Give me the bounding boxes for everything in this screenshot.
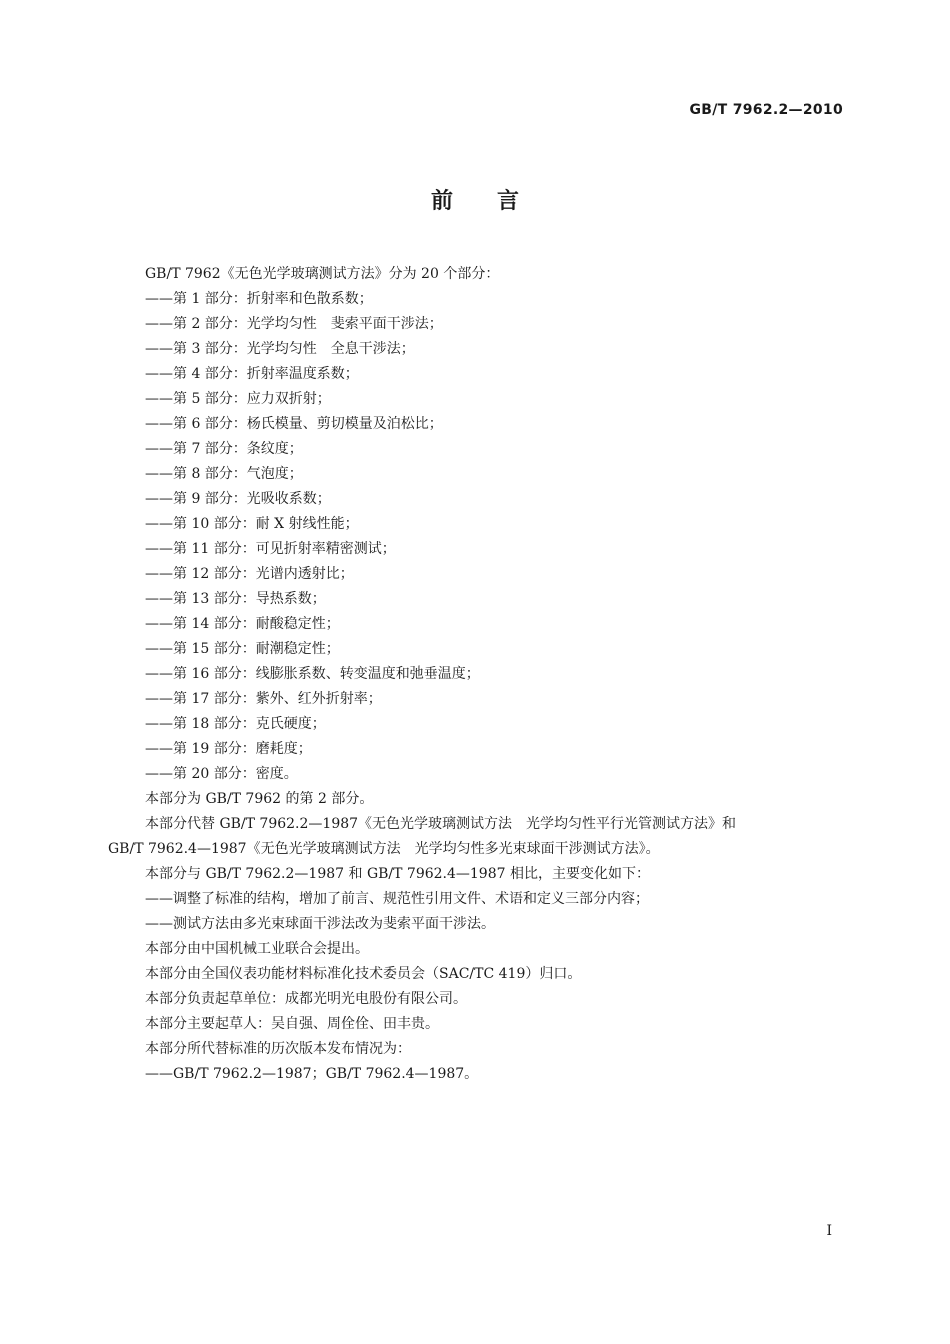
- paragraph-part-statement: 本部分为 GB/T 7962 的第 2 部分。: [145, 791, 374, 807]
- list-item-change-1: ——调整了标准的结构，增加了前言、规范性引用文件、术语和定义三部分内容；: [145, 891, 649, 907]
- list-item-part-18: ——第 18 部分：克氏硬度；: [145, 716, 326, 732]
- paragraph-intro: GB/T 7962《无色光学玻璃测试方法》分为 20 个部分：: [145, 266, 500, 282]
- list-item-part-15: ——第 15 部分：耐潮稳定性；: [145, 641, 340, 657]
- list-item-part-20: ——第 20 部分：密度。: [145, 766, 298, 782]
- list-item-part-6: ——第 6 部分：杨氏模量、剪切模量及泊松比；: [145, 416, 443, 432]
- list-item-history: ——GB/T 7962.2—1987；GB/T 7962.4—1987。: [145, 1066, 479, 1082]
- page-title: 前言: [430, 189, 563, 214]
- paragraph-proposer: 本部分由中国机械工业联合会提出。: [145, 941, 369, 957]
- paragraph-drafters: 本部分主要起草人：吴自强、周佺佺、田丰贵。: [145, 1016, 439, 1032]
- list-item-change-2: ——测试方法由多光束球面干涉法改为斐索平面干涉法。: [145, 916, 495, 932]
- paragraph-replacement-line-2: GB/T 7962.4—1987《无色光学玻璃测试方法 光学均匀性多光束球面干涉测试方法》。: [108, 841, 660, 857]
- paragraph-history-intro: 本部分所代替标准的历次版本发布情况为：: [145, 1041, 411, 1057]
- standard-number: GB/T 7962.2—2010: [689, 102, 843, 118]
- list-item-part-8: ——第 8 部分：气泡度；: [145, 466, 303, 482]
- list-item-part-14: ——第 14 部分：耐酸稳定性；: [145, 616, 340, 632]
- list-item-part-19: ——第 19 部分：磨耗度；: [145, 741, 312, 757]
- list-item-part-12: ——第 12 部分：光谱内透射比；: [145, 566, 354, 582]
- list-item-part-3: ——第 3 部分：光学均匀性 全息干涉法；: [145, 341, 415, 357]
- page-number: I: [826, 1223, 832, 1239]
- paragraph-committee: 本部分由全国仪表功能材料标准化技术委员会（SAC/TC 419）归口。: [145, 966, 582, 982]
- paragraph-changes-intro: 本部分与 GB/T 7962.2—1987 和 GB/T 7962.4—1987 相比，主要变化如下：: [145, 866, 650, 882]
- list-item-part-2: ——第 2 部分：光学均匀性 斐索平面干涉法；: [145, 316, 443, 332]
- list-item-part-11: ——第 11 部分：可见折射率精密测试；: [145, 541, 396, 557]
- list-item-part-7: ——第 7 部分：条纹度；: [145, 441, 303, 457]
- list-item-part-10: ——第 10 部分：耐 X 射线性能；: [145, 516, 359, 532]
- list-item-part-1: ——第 1 部分：折射率和色散系数；: [145, 291, 373, 307]
- list-item-part-9: ——第 9 部分：光吸收系数；: [145, 491, 331, 507]
- foreword-body: [108, 262, 848, 1087]
- list-item-part-13: ——第 13 部分：导热系数；: [145, 591, 326, 607]
- paragraph-drafting-unit: 本部分负责起草单位：成都光明光电股份有限公司。: [145, 991, 467, 1007]
- list-item-part-16: ——第 16 部分：线膨胀系数、转变温度和弛垂温度；: [145, 666, 480, 682]
- list-item-part-17: ——第 17 部分：紫外、红外折射率；: [145, 691, 382, 707]
- list-item-part-5: ——第 5 部分：应力双折射；: [145, 391, 331, 407]
- list-item-part-4: ——第 4 部分：折射率温度系数；: [145, 366, 359, 382]
- paragraph-replacement-line-1: 本部分代替 GB/T 7962.2—1987《无色光学玻璃测试方法 光学均匀性平行光管测试方法》和: [145, 816, 737, 832]
